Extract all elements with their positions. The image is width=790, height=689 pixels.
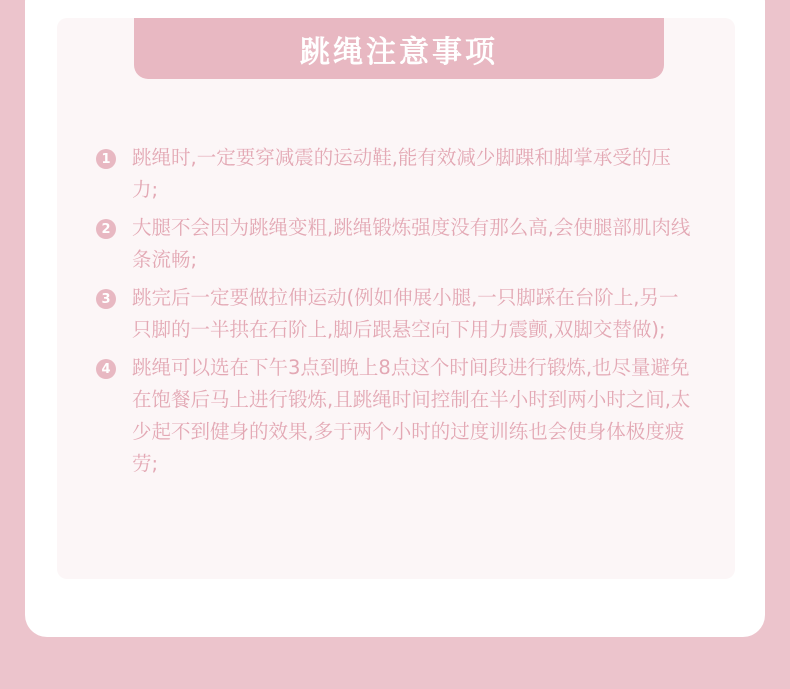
number-badge: 1 [96,149,116,169]
page-title: 跳绳注意事项 [300,34,498,70]
title-banner [134,18,664,79]
list-item [96,352,696,480]
item-text: 跳绳可以选在下午3点到晚上8点这个时间段进行锻炼,也尽量避免在饱餐后马上进行锻炼,且跳绳时间控制在半小时到两小时之间,太少起不到健身的效果,多于两个小时的过度训练也会使身体极度疲劳; [132,356,691,475]
item-text: 跳完后一定要做拉伸运动(例如伸展小腿,一只脚踩在台阶上,另一只脚的一半拱在石阶上,脚后跟悬空向下用力震颤,双脚交替做); [132,286,679,341]
list-item [96,212,696,276]
list-item [96,142,696,206]
number-badge: 2 [96,219,116,239]
item-text: 大腿不会因为跳绳变粗,跳绳锻炼强度没有那么高,会使腿部肌肉线条流畅; [132,216,691,271]
number-badge: 3 [96,289,116,309]
item-text: 跳绳时,一定要穿减震的运动鞋,能有效减少脚踝和脚掌承受的压力; [132,146,671,201]
number-badge: 4 [96,359,116,379]
list-item [96,282,696,346]
notes-list [96,142,696,486]
